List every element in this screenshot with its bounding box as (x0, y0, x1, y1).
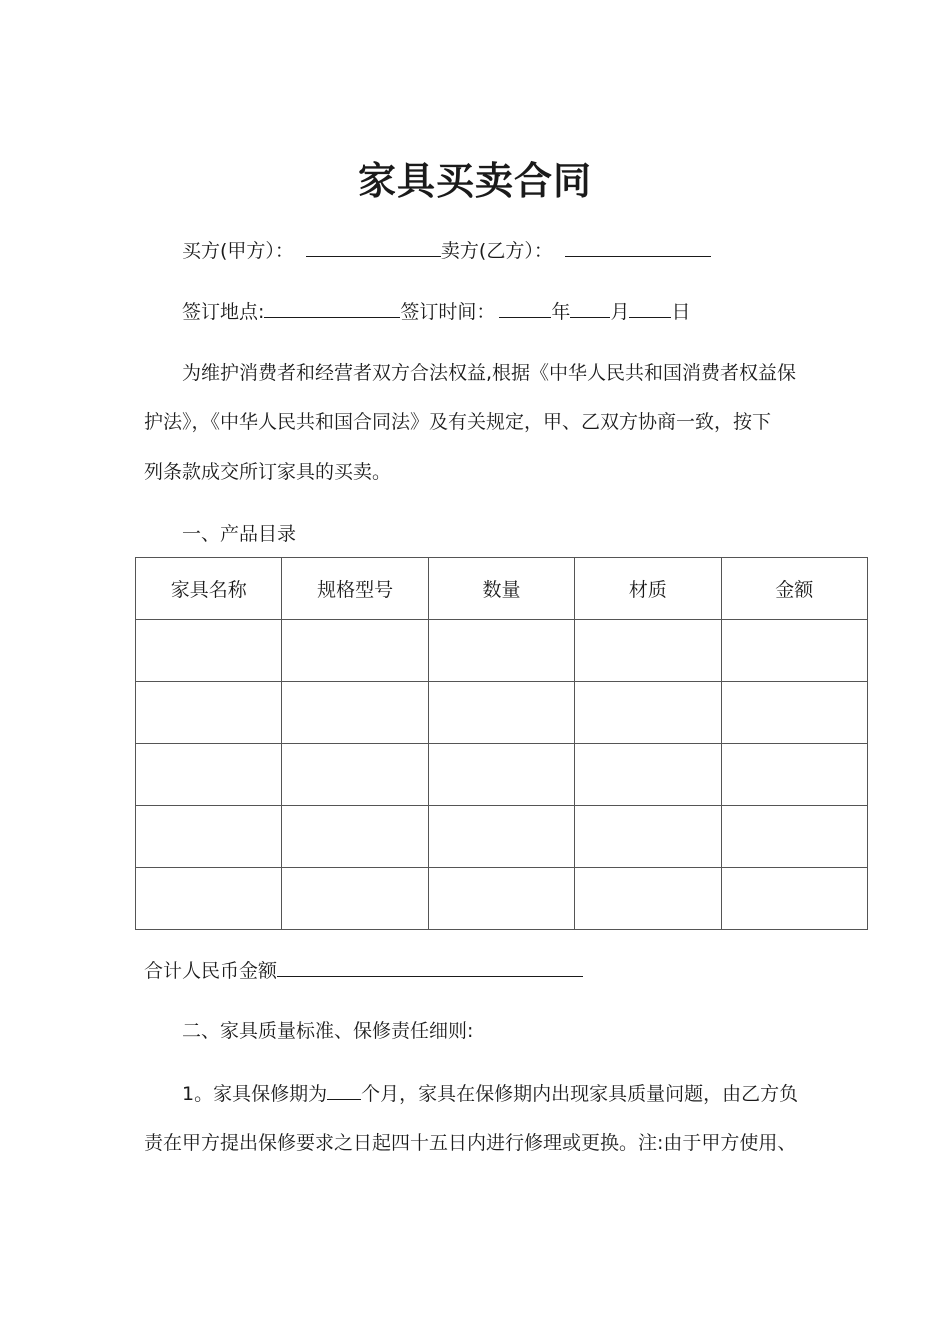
table-row (136, 744, 868, 806)
intro-line-3: 列条款成交所订家具的买卖。 (144, 461, 392, 483)
table-cell (721, 620, 867, 682)
header-quantity: 数量 (428, 558, 574, 620)
table-cell (721, 744, 867, 806)
day-label: 日 (671, 301, 691, 323)
table-cell (575, 806, 721, 868)
year-blank (499, 299, 551, 318)
signing-line (182, 299, 690, 324)
day-blank (629, 299, 671, 318)
table-cell (575, 620, 721, 682)
place-label: 签订地点: (182, 301, 265, 323)
intro-line-2: 护法》，《中华人民共和国合同法》及有关规定，甲、乙双方协商一致，按下 (144, 411, 772, 433)
table-row (136, 806, 868, 868)
product-table (135, 557, 868, 930)
table-cell (136, 868, 282, 930)
table-cell (575, 744, 721, 806)
section2-item1-line2: 责在甲方提出保修要求之日起四十五日内进行修理或更换。注:由于甲方使用、 (144, 1132, 797, 1154)
year-label: 年 (551, 301, 571, 323)
table-cell (282, 620, 428, 682)
table-cell (136, 744, 282, 806)
parties-line (182, 238, 711, 263)
table-cell (136, 620, 282, 682)
intro-line-1: 为维护消费者和经营者双方合法权益,根据《中华人民共和国消费者权益保 (182, 362, 797, 384)
table-row (136, 682, 868, 744)
table-cell (282, 868, 428, 930)
section1-heading: 一、产品目录 (182, 523, 297, 545)
table-cell (428, 868, 574, 930)
buyer-blank (306, 238, 441, 257)
header-name: 家具名称 (136, 558, 282, 620)
table-cell (428, 806, 574, 868)
table-cell (428, 620, 574, 682)
place-blank (264, 299, 400, 318)
table-cell (136, 682, 282, 744)
seller-blank (565, 238, 711, 257)
section2-heading: 二、家具质量标准、保修责任细则: (182, 1020, 474, 1042)
table-cell (428, 682, 574, 744)
header-spec: 规格型号 (282, 558, 428, 620)
header-amount: 金额 (721, 558, 867, 620)
time-label: 签订时间： (400, 301, 496, 323)
buyer-label: 买方(甲方）： (182, 240, 294, 262)
table-cell (575, 868, 721, 930)
warranty-months-blank (327, 1081, 361, 1100)
item1-suffix: 个月，家具在保修期内出现家具质量问题，由乙方负 (361, 1083, 799, 1105)
total-label: 合计人民币金额 (144, 960, 278, 982)
month-blank (570, 299, 610, 318)
total-blank (277, 958, 583, 977)
table-row (136, 868, 868, 930)
table-cell (721, 682, 867, 744)
section2-item1-line1 (182, 1081, 798, 1106)
item1-prefix: 1。家具保修期为 (182, 1083, 328, 1105)
table-cell (575, 682, 721, 744)
month-label: 月 (610, 301, 630, 323)
seller-label: 卖方(乙方）： (440, 240, 553, 262)
table-cell (136, 806, 282, 868)
header-material: 材质 (575, 558, 721, 620)
table-cell (282, 806, 428, 868)
table-cell (428, 744, 574, 806)
total-line (144, 958, 583, 983)
table-header-row (136, 558, 868, 620)
table-cell (282, 744, 428, 806)
table-cell (721, 806, 867, 868)
page-title: 家具买卖合同 (357, 159, 592, 203)
table-cell (282, 682, 428, 744)
table-row (136, 620, 868, 682)
table-cell (721, 868, 867, 930)
